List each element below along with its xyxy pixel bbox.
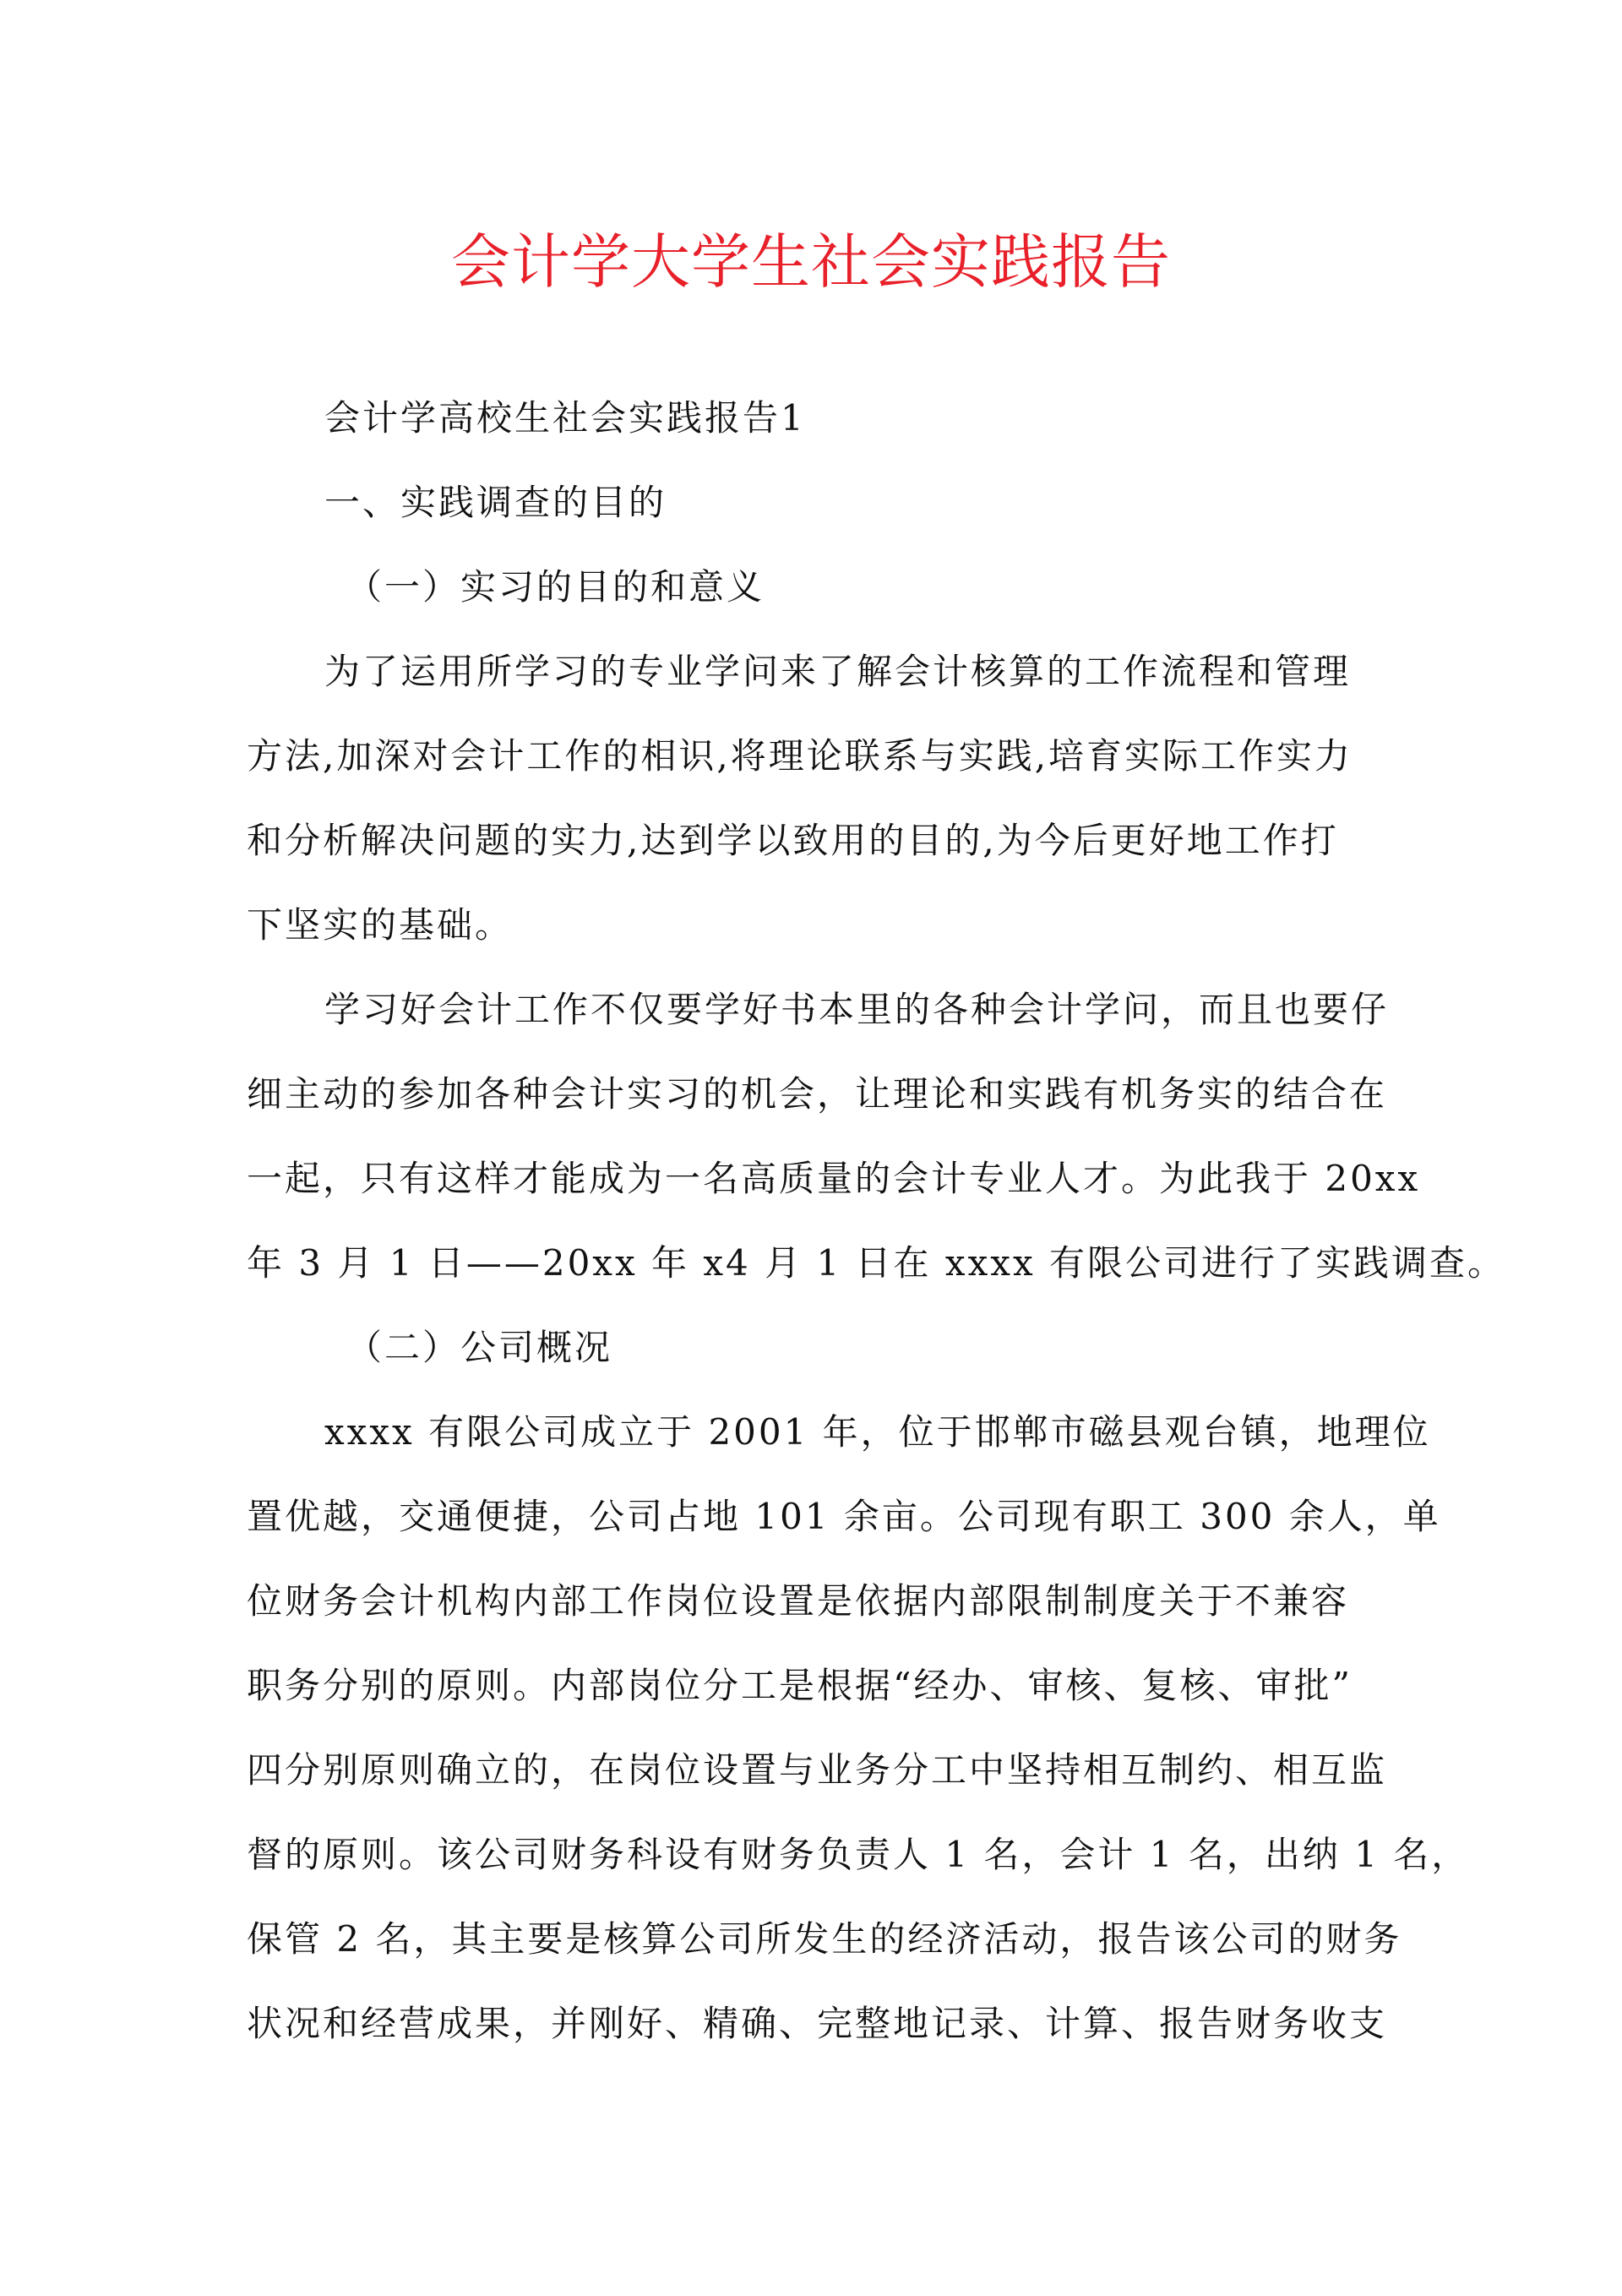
paragraph-line: 四分别原则确立的，在岗位设置与业务分工中坚持相互制约、相互监 [247, 1749, 1388, 1791]
paragraph-line: 职务分别的原则。内部岗位分工是根据“经办、审核、复核、审批” [247, 1665, 1353, 1706]
document-title: 会计学大学生社会实践报告 [451, 227, 1171, 297]
document-body [247, 376, 1505, 2066]
paragraph-line: 督的原则。该公司财务科设有财务负责人 1 名，会计 1 名，出纳 1 名， [247, 1834, 1470, 1875]
paragraph-line: 为了运用所学习的专业学问来了解会计核算的工作流程和管理 [324, 651, 1352, 692]
paragraph-line: 保管 2 名，其主要是核算公司所发生的经济活动，报告该公司的财务 [247, 1918, 1402, 1960]
subsection-heading: （二）公司概况 [346, 1327, 613, 1368]
paragraph-line: 年 3 月 1 日——20xx 年 x4 月 1 日在 xxxx 有限公司进行了实践调查。 [247, 1242, 1505, 1284]
paragraph-line: 学习好会计工作不仅要学好书本里的各种会计学问，而且也要仔 [324, 989, 1390, 1030]
paragraph-line: 下坚实的基础。 [247, 904, 514, 946]
paragraph-purpose [247, 630, 1375, 968]
paragraph-line: 细主动的参加各种会计实习的机会，让理论和实践有机务实的结合在 [247, 1073, 1388, 1115]
report-subtitle: 会计学高校生社会实践报告1 [324, 397, 806, 439]
section-heading: 一、实践调查的目的 [324, 482, 667, 523]
paragraph-line: 状况和经营成果，并刚好、精确、完整地记录、计算、报告财务收支 [247, 2003, 1388, 2044]
paragraph-company-overview [247, 1390, 1470, 2066]
paragraph-line: 置优越，交通便捷，公司占地 101 余亩。公司现有职工 300 余人，单 [247, 1496, 1441, 1537]
paragraph-line: 和分析解决问题的实力,达到学以致用的目的,为今后更好地工作打 [247, 820, 1339, 861]
paragraph-line: 方法,加深对会计工作的相识,将理论联系与实践,培育实际工作实力 [247, 735, 1353, 777]
paragraph-line: 一起，只有这样才能成为一名高质量的会计专业人才。为此我于 20xx [247, 1158, 1421, 1199]
paragraph-line: 位财务会计机构内部工作岗位设置是依据内部限制制度关于不兼容 [247, 1580, 1350, 1622]
subsection-heading: （一）实习的目的和意义 [346, 566, 765, 608]
paragraph-study [247, 968, 1505, 1306]
paragraph-line: xxxx 有限公司成立于 2001 年，位于邯郸市磁县观台镇，地理位 [324, 1411, 1431, 1453]
